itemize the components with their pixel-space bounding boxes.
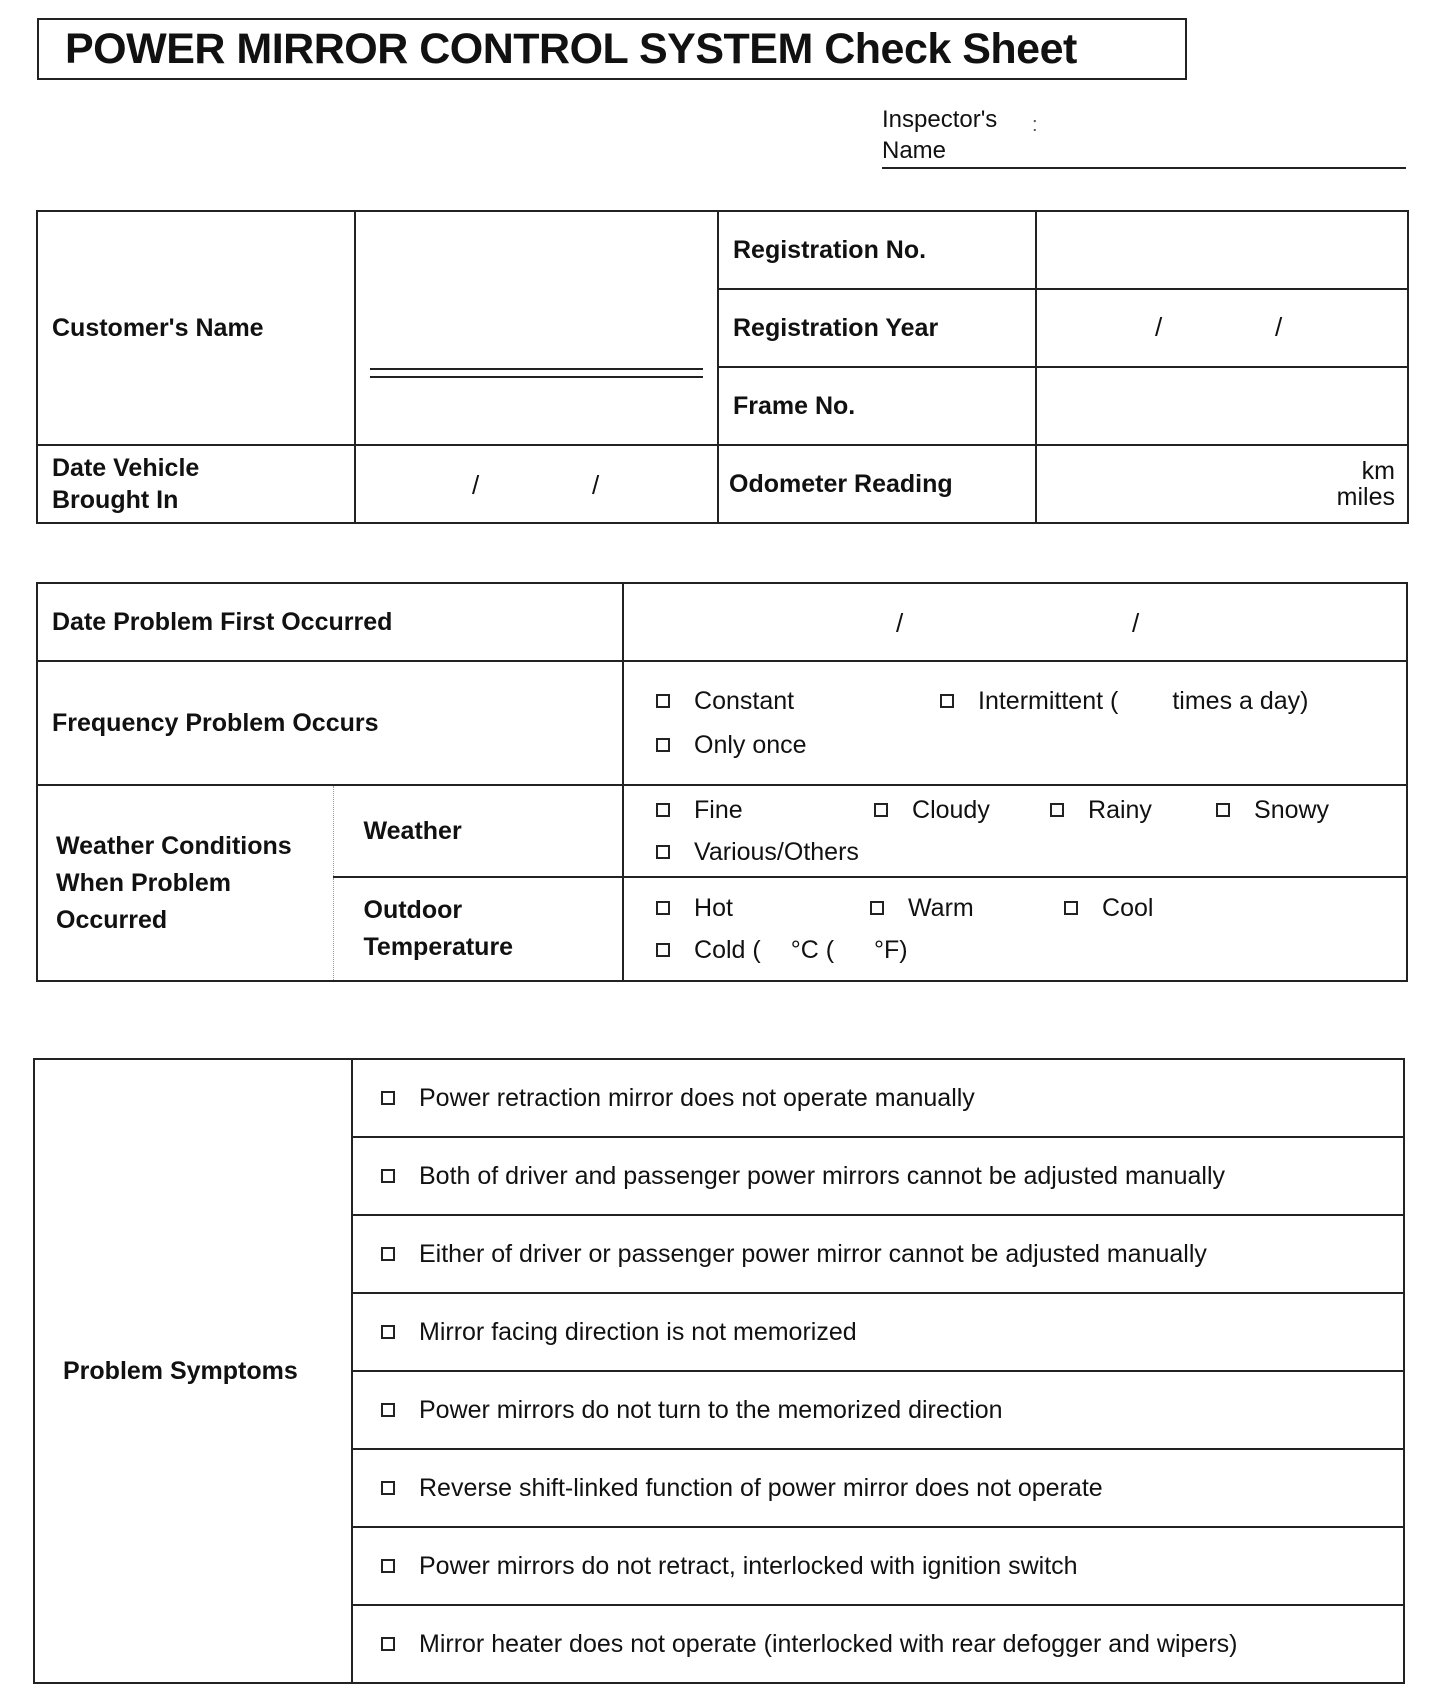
symptom-text: Both of driver and passenger power mirrors cannot be adjusted manually [419, 1161, 1225, 1190]
symptom-text: Power mirrors do not turn to the memorized direction [419, 1395, 1003, 1424]
problem-symptoms-label: Problem Symptoms [34, 1059, 352, 1683]
odometer-unit-miles: miles [1336, 483, 1395, 511]
symptom-row[interactable] [352, 1371, 1404, 1449]
customer-name-double-line [370, 368, 703, 378]
date-vehicle-brought-in-label [37, 445, 355, 523]
date-separator: / [472, 470, 480, 500]
option-label: Only once [694, 730, 807, 759]
registration-year-field[interactable] [1036, 289, 1408, 367]
frequency-constant-option[interactable] [656, 687, 940, 716]
checkbox[interactable] [940, 694, 954, 708]
symptom-row[interactable] [352, 1605, 1404, 1683]
registration-no-field[interactable] [1036, 211, 1408, 289]
weather-various-option[interactable] [656, 838, 859, 867]
problem-symptoms-table [33, 1058, 1405, 1684]
temp-cool-option[interactable] [1064, 894, 1153, 923]
checkbox[interactable] [656, 943, 670, 957]
option-label: Fine [694, 795, 743, 824]
date-separator: / [592, 470, 600, 500]
symptom-row[interactable] [352, 1215, 1404, 1293]
checkbox[interactable] [381, 1091, 395, 1105]
frequency-only-once-option[interactable] [656, 731, 807, 760]
date-vehicle-label-line1: Date Vehicle [52, 454, 200, 482]
option-label: Cold ( [694, 935, 761, 964]
checkbox[interactable] [656, 901, 670, 915]
symptom-text: Mirror facing direction is not memorized [419, 1317, 857, 1346]
weather-rainy-option[interactable] [1050, 796, 1216, 825]
date-separator: / [1132, 608, 1140, 638]
symptom-row[interactable] [352, 1449, 1404, 1527]
checkbox[interactable] [381, 1481, 395, 1495]
conditions-table [36, 582, 1408, 982]
customer-name-field[interactable] [355, 211, 718, 445]
temp-warm-option[interactable] [870, 894, 1064, 923]
symptom-text: Reverse shift-linked function of power mirror does not operate [419, 1473, 1103, 1502]
date-separator: / [896, 608, 904, 638]
inspector-colon: : [1032, 114, 1038, 136]
weather-sub-label: Weather [333, 785, 623, 877]
fahrenheit-label: °F) [874, 935, 908, 964]
inspector-name-label [882, 104, 997, 166]
checkbox[interactable] [381, 1637, 395, 1651]
option-label: Cool [1102, 893, 1154, 922]
date-separator: / [1275, 312, 1283, 342]
symptom-text: Either of driver or passenger power mirror cannot be adjusted manually [419, 1239, 1207, 1268]
frame-no-label: Frame No. [718, 367, 1036, 445]
celsius-label: °C ( [790, 935, 835, 964]
checkbox[interactable] [381, 1559, 395, 1573]
weather-snowy-option[interactable] [1216, 796, 1329, 825]
weather-label-line3: Occurred [56, 905, 168, 934]
symptom-row[interactable] [352, 1137, 1404, 1215]
registration-year-label: Registration Year [718, 289, 1036, 367]
symptom-text: Power retraction mirror does not operate manually [419, 1083, 975, 1112]
weather-label-line1: Weather Conditions [56, 831, 292, 860]
option-label: Rainy [1088, 795, 1152, 824]
date-vehicle-label-line2: Brought In [52, 486, 179, 514]
temp-hot-option[interactable] [656, 894, 870, 923]
temp-label-line1: Outdoor [363, 896, 463, 924]
checkbox[interactable] [874, 803, 888, 817]
temperature-options [623, 877, 1407, 981]
weather-label-line2: When Problem [56, 868, 232, 897]
date-separator: / [1155, 312, 1163, 342]
weather-cloudy-option[interactable] [874, 796, 1050, 825]
option-label: Various/Others [694, 837, 859, 866]
checkbox[interactable] [656, 694, 670, 708]
checkbox[interactable] [381, 1247, 395, 1261]
checkbox[interactable] [381, 1325, 395, 1339]
checkbox[interactable] [1216, 803, 1230, 817]
inspector-label-line1: Inspector's [882, 106, 998, 133]
weather-conditions-label [37, 785, 333, 981]
odometer-reading-label: Odometer Reading [718, 445, 1036, 523]
date-first-occurred-field[interactable] [623, 583, 1407, 661]
weather-fine-option[interactable] [656, 796, 874, 825]
symptom-row[interactable] [352, 1527, 1404, 1605]
checkbox[interactable] [656, 845, 670, 859]
symptom-row[interactable] [352, 1059, 1404, 1137]
frequency-options [623, 661, 1407, 785]
frequency-intermittent-option[interactable] [940, 687, 1309, 716]
checkbox[interactable] [381, 1403, 395, 1417]
inspector-name-field[interactable] [882, 167, 1406, 169]
checkbox[interactable] [870, 901, 884, 915]
odometer-unit-km: km [1361, 457, 1395, 485]
checkbox[interactable] [1050, 803, 1064, 817]
option-label: Intermittent ( [978, 686, 1119, 715]
option-label: Hot [694, 893, 733, 922]
weather-options [623, 785, 1407, 877]
symptom-row[interactable] [352, 1293, 1404, 1371]
outdoor-temperature-label [333, 877, 623, 981]
date-vehicle-brought-in-field[interactable] [355, 445, 718, 523]
odometer-reading-field[interactable] [1036, 445, 1408, 523]
date-first-occurred-label: Date Problem First Occurred [37, 583, 623, 661]
customer-name-label: Customer's Name [37, 211, 355, 445]
page-title: POWER MIRROR CONTROL SYSTEM Check Sheet [37, 18, 1187, 80]
frame-no-field[interactable] [1036, 367, 1408, 445]
times-a-day-label: times a day) [1172, 686, 1309, 715]
option-label: Constant [694, 686, 795, 715]
inspector-label-line2: Name [882, 137, 947, 164]
symptom-text: Mirror heater does not operate (interlocked with rear defogger and wipers) [419, 1629, 1238, 1658]
option-label: Warm [908, 893, 974, 922]
temp-cold-option[interactable] [656, 936, 908, 965]
checkbox[interactable] [656, 738, 670, 752]
registration-no-label: Registration No. [718, 211, 1036, 289]
option-label: Cloudy [912, 795, 990, 824]
option-label: Snowy [1254, 795, 1330, 824]
checkbox[interactable] [656, 803, 670, 817]
checkbox[interactable] [1064, 901, 1078, 915]
vehicle-info-table [36, 210, 1409, 524]
temp-label-line2: Temperature [363, 933, 514, 961]
frequency-label: Frequency Problem Occurs [37, 661, 623, 785]
symptom-text: Power mirrors do not retract, interlocked with ignition switch [419, 1551, 1078, 1580]
checkbox[interactable] [381, 1169, 395, 1183]
